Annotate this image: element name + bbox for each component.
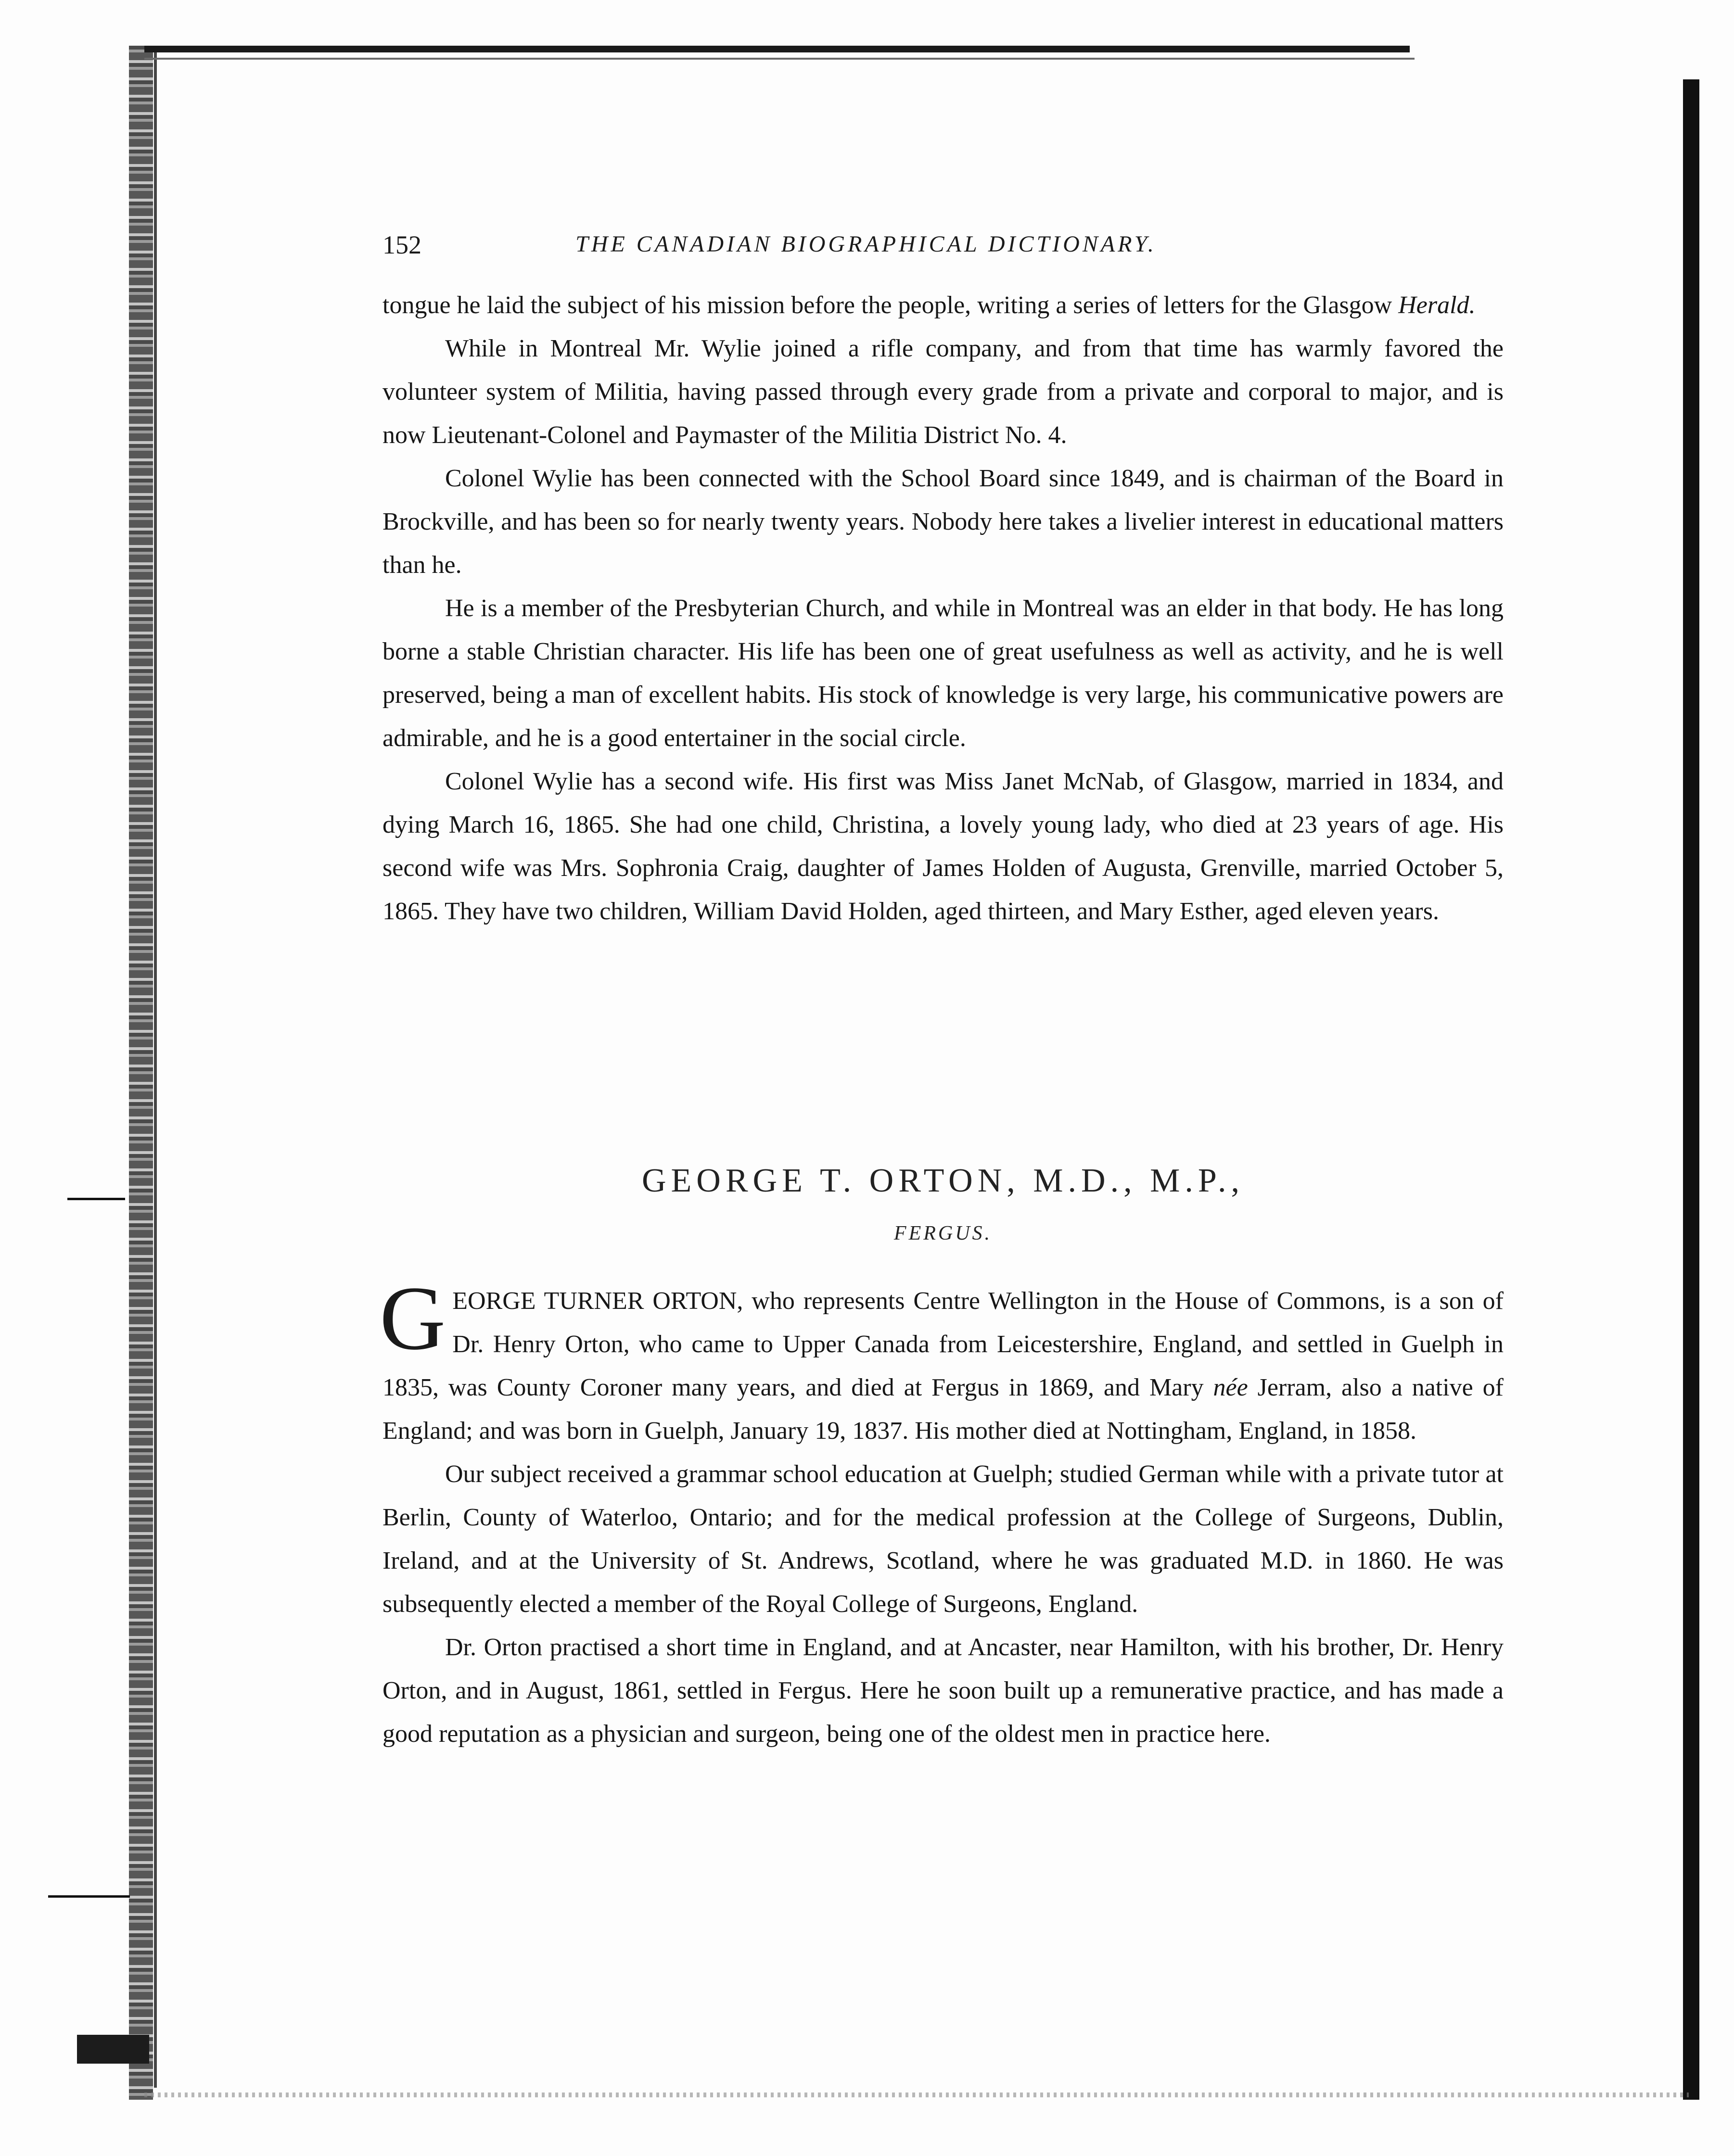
paragraph: Dr. Orton practised a short time in England, and at Ancaster, near Hamilton, with his brother, Dr. Henry Orton, and in August, 1861, settled in Fergus. Here he soon built up a remunerative practice, and has made a good reputation as a physician and surgeon, being one of the oldest men in practice here.	[382, 1634, 1504, 1748]
drop-cap: G	[380, 1268, 446, 1369]
scan-edge-bottom	[144, 2093, 1689, 2097]
paragraph: While in Montreal Mr. Wylie joined a rifle company, and from that time has warmly favored the volunteer system of Militia, having passed through every grade from a private and corporal to major, and is now Lieutenant-Colonel and Paymaster of the Militia District No. 4.	[382, 335, 1504, 449]
orton-entry	[380, 1268, 1504, 1756]
entry-title: GEORGE T. ORTON, M.D., M.P.,	[641, 1162, 1244, 1199]
italic-text: Herald.	[1398, 292, 1476, 319]
paragraph: Colonel Wylie has a second wife. His first was Miss Janet McNab, of Glasgow, married in 1834, and dying March 16, 1865. She had one child, Christina, a lovely young lady, who died at 23 years of age. His second wife was Mrs. Sophronia Craig, daughter of James Holden of Augusta, Grenville, married October 5, 1865. They have two children, William David Holden, aged thirteen, and Mary Esther, aged eleven years.	[382, 768, 1504, 925]
page-number: 152	[382, 230, 421, 259]
wylie-entry-continued	[382, 284, 1504, 933]
margin-mark	[67, 1198, 125, 1200]
paragraph-text: Jerram, also a native of England; and was born in Guelph, January 19, 1837. His mother died at Nottingham, England, in 1858.	[382, 1374, 1504, 1445]
paragraph-text: EORGE TURNER ORTON, who represents Centre Wellington in the House of Commons, is a son of Dr. Henry Orton, who came to Upper Canada from Leicestershire, England, and settled in Guelph in 1835, was County Coroner many years, and died at Fergus in 1869, and Mary	[382, 1287, 1504, 1401]
paragraph	[382, 284, 1504, 327]
scan-edge-right	[1683, 79, 1699, 2100]
paragraph: Colonel Wylie has been connected with the School Board since 1849, and is chairman of the Board in Brockville, and has been so for nearly twenty years. Nobody here takes a livelier interest in educational matters than he.	[382, 465, 1504, 579]
running-title: THE CANADIAN BIOGRAPHICAL DICTIONARY.	[575, 231, 1157, 257]
italic-text: née	[1213, 1374, 1248, 1401]
paragraph-text: tongue he laid the subject of his mission before the people, writing a series of letters for the Glasgow	[382, 292, 1399, 319]
entry-location: FERGUS.	[893, 1222, 993, 1244]
scan-edge-top	[144, 46, 1410, 52]
scan-edge-left-line	[154, 48, 157, 2088]
paragraph: Our subject received a grammar school education at Guelph; studied German while with a private tutor at Berlin, County of Waterloo, Ontario; and for the medical profession at the College of Surgeons, Dublin, Ireland, and at the University of St. Andrews, Scotland, where he was graduated M.D. in 1860. He was subsequently elected a member of the Royal College of Surgeons, England.	[382, 1460, 1504, 1618]
paragraph	[380, 1268, 1504, 1453]
margin-mark	[48, 1895, 130, 1898]
paragraph: He is a member of the Presbyterian Church, and while in Montreal was an elder in that body. He has long borne a stable Christian character. His life has been one of great usefulness as well as activity, and he is well preserved, being a man of excellent habits. His stock of knowledge is very large, his communicative powers are admirable, and he is a good entertainer in the social circle.	[382, 595, 1504, 752]
scan-corner-mark	[77, 2035, 149, 2064]
scan-edge-top-line	[144, 58, 1415, 60]
scan-edge-left	[129, 46, 153, 2100]
